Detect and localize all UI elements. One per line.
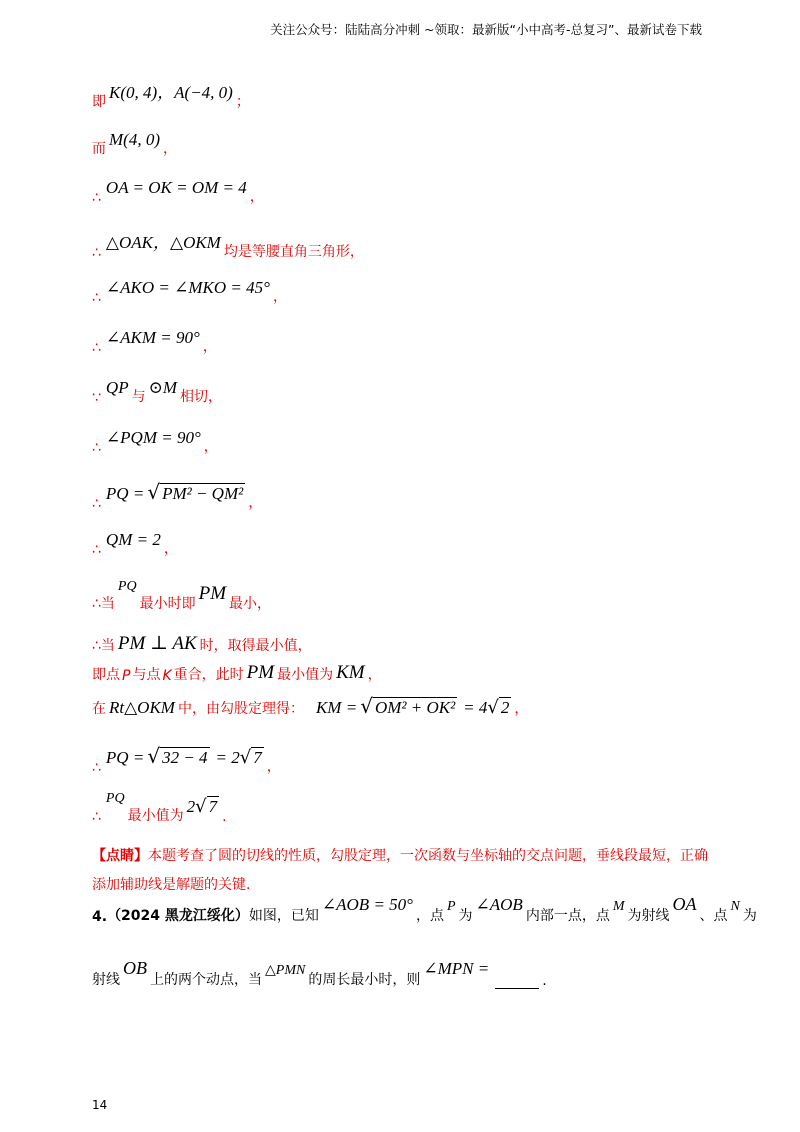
text: 相切， [180,389,222,405]
text: 均是等腰直角三角形， [223,244,364,260]
therefore-symbol: ∴ [92,190,101,206]
question-source: （2024 黑龙江绥化） [107,908,249,924]
therefore-symbol: ∴ [92,542,101,558]
math: KM = [315,698,358,717]
text: 与 [131,389,146,405]
text: 最小值为 [127,808,184,824]
math: = 2 [215,748,240,767]
therefore-symbol: ∴ [92,440,101,456]
solution-line-1 [92,78,250,110]
text: ， [202,339,217,355]
math: ∠AOB [475,895,523,914]
therefore-symbol: ∴ [92,290,101,306]
radicand: 32 − 4 [162,748,208,767]
point-p: P [122,668,131,684]
text: . [542,973,547,989]
therefore-symbol: ∴ [92,496,101,512]
math: P [446,899,456,914]
text: 最小， [229,596,272,612]
text: 最小时即 [139,596,196,612]
math: PM ⊥ AK [117,633,197,654]
math: △OAK，△OKM [105,233,221,252]
text: ， [514,701,529,717]
text: ， [249,189,264,205]
math: 2 [186,797,196,816]
math: PQ [117,579,137,594]
text: ， [266,759,281,775]
text: 为 [458,908,473,924]
solution-line-3 [92,178,264,206]
math: ⊙M [148,378,177,397]
text: 重合，此时 [173,667,244,683]
math: QP [105,378,129,397]
therefore-symbol: ∴ [92,245,101,261]
math: Rt△OKM [109,698,175,717]
text: ∴当 [92,596,115,612]
text: 上的两个动点，当 [150,972,262,988]
text: . [222,809,227,825]
text: ， [272,289,287,305]
solution-line-12 [92,632,312,655]
math: ∠AKM = 90° [105,328,200,347]
text: 为射线 [627,908,670,924]
math: △PMN [265,963,306,978]
text: ， [203,439,218,455]
solution-line-6 [92,328,217,356]
text: 在 [92,701,106,717]
math: PQ = [105,748,145,767]
math: PQ = [105,484,145,503]
question-line-1 [92,894,757,925]
text: 射线 [92,972,120,988]
radicand: 2 [500,698,510,717]
text: 与点 [132,667,161,683]
comment-paragraph [92,842,710,900]
math: M(4, 0) [109,130,160,149]
radicand: OM² + OK² [374,698,456,717]
solution-line-4 [92,228,364,261]
math: OA = OK = OM = 4 [105,178,247,197]
text: 内部一点，点 [525,908,610,924]
comment-tag: 【点睛】 [92,848,148,864]
math: = 4 [463,698,488,717]
text: 而 [92,141,106,157]
math: ∠MPN = [423,959,490,978]
solution-line-14 [92,694,528,718]
solution-line-11 [92,579,272,612]
therefore-symbol: ∴ [92,340,101,356]
therefore-symbol: ∴ [92,809,101,825]
solution-line-13 [92,662,382,684]
math: K(0, 4)，A(−4, 0) [109,83,233,102]
text: 最小值为 [277,667,334,683]
sqrt-sign: √ [239,747,252,768]
comment-text: 本题考查了圆的切线的性质，勾股定理，一次函数与坐标轴的交点问题，垂线段最短，正确添加辅助线是解题的关键. [92,848,708,893]
solution-line-5 [92,278,287,306]
text: 、点 [699,908,728,924]
text: 时，取得最小值， [199,638,312,654]
answer-blank[interactable] [495,987,539,989]
solution-line-2 [92,130,177,157]
text: 中，由勾股定理得： [177,701,304,717]
page-header: 关注公众号：陆陆高分冲刺 ~领取：最新版“小中高考-总复习”、最新试卷下载 [270,22,702,37]
text: ， [367,667,382,683]
radicand: 7 [208,797,218,816]
text: 即点 [92,667,120,683]
math: PQ [105,791,125,806]
solution-line-7 [92,378,222,406]
question-line-2 [92,958,547,989]
text: ， [162,141,177,157]
because-symbol: ∵ [92,390,101,406]
math: ∠PQM = 90° [105,428,201,447]
text: 如图，已知 [248,908,319,924]
math: ∠AOB = 50° [321,895,413,914]
radicand: PM² − QM² [162,484,244,503]
point-k: K [162,668,172,684]
sqrt-sign: √ [487,697,499,718]
solution-line-15 [92,744,281,776]
math: OA [672,894,697,914]
solution-line-16 [92,791,227,825]
text: ∴当 [92,638,115,654]
math: PM [198,583,227,604]
text: ， [163,541,178,557]
text: ，点 [415,908,444,924]
solution-line-9 [92,480,263,512]
text: 即 [92,94,106,110]
therefore-symbol: ∴ [92,760,101,776]
math: KM [336,662,365,683]
math: PM [246,662,275,683]
math: OB [123,958,147,978]
sqrt-sign: √ [360,694,373,718]
text: 为 [742,908,757,924]
math: N [730,899,740,914]
text: 的周长最小时，则 [308,972,421,988]
solution-line-8 [92,428,218,456]
question-number: 4. [92,909,108,925]
sqrt-sign: √ [195,796,207,817]
math: M [612,899,625,914]
sqrt-sign: √ [147,480,161,504]
radicand: 7 [253,748,262,767]
sqrt-sign: √ [147,744,161,768]
text: ， [248,495,263,511]
math: ∠AKO = ∠MKO = 45° [105,278,270,297]
solution-line-10 [92,530,178,558]
page-number: 14 [92,1098,108,1112]
math: QM = 2 [105,530,161,549]
text: ； [235,94,250,110]
